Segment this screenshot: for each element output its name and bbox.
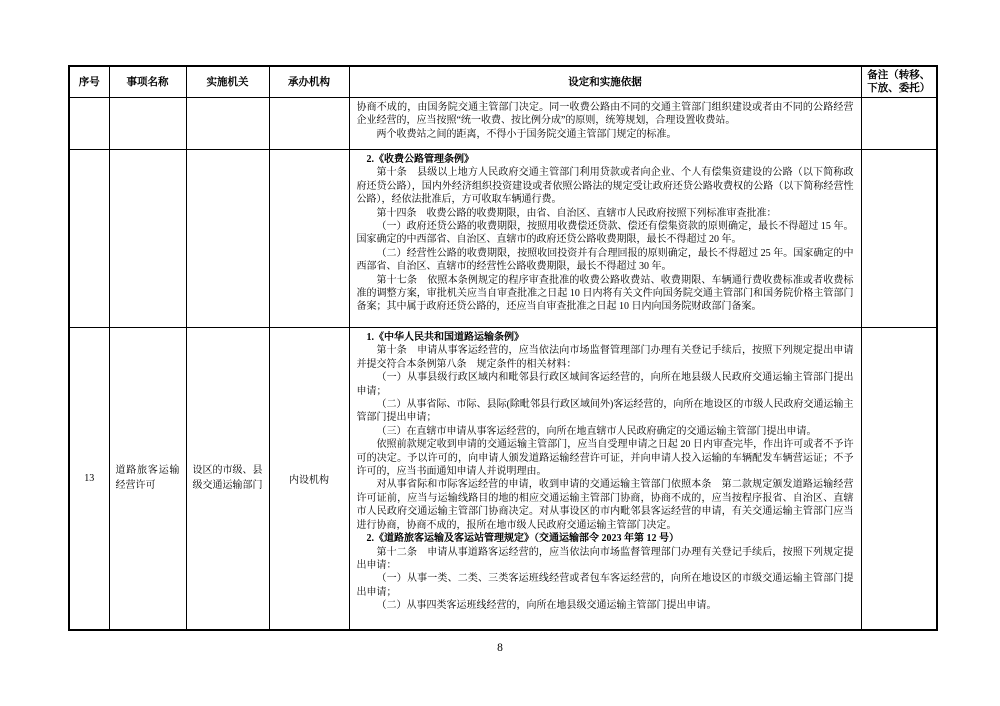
col-header-item-name: 事项名称 bbox=[109, 66, 186, 98]
basis-paragraph: 第十二条 申请从事道路客运经营的，应当依法向市场监督管理部门办理有关登记手续后，按照下列规定提出申请： bbox=[356, 546, 854, 571]
col-header-seq: 序号 bbox=[69, 66, 109, 98]
basis-paragraph: （三）在直辖市申请从事客运经营的，向所在地直辖市人民政府确定的交通运输主管部门提出申请。 bbox=[376, 425, 817, 437]
org-cell: 内设机构 bbox=[269, 328, 349, 630]
basis-paragraph: （一）政府还贷公路的收费期限，按照用收费偿还贷款、偿还有偿集资款的原则确定，最长不得超过 15 年。国家确定的中西部省、自治区、直辖市的政府还贷公路收费期限，最长不得超过 20 年。 bbox=[356, 221, 854, 246]
remarks-cell bbox=[861, 328, 937, 630]
seq-cell: 13 bbox=[69, 328, 109, 630]
basis-paragraph: 第十条 县级以上地方人民政府交通主管部门利用贷款或者向企业、个人有偿集资建设的公路（以下简称政府还贷公路），国内外经济组织投资建设或者依照公路法的规定受让政府还贷公路收费权的公路（以下简称经营性公路），经依法批准后，方可收取车辆通行费。 bbox=[356, 167, 854, 206]
basis-cell bbox=[349, 98, 861, 150]
basis-paragraph: （二）经营性公路的收费期限，按照收回投资并有合理回报的原则确定，最长不得超过 25 年。国家确定的中西部省、自治区、直辖市的经营性公路收费期限，最长不得超过 30 年。 bbox=[356, 247, 854, 273]
law-title: 2.《道路旅客运输及客运站管理规定》（交通运输部令 2023 年第 12 号） bbox=[366, 533, 679, 545]
col-header-remarks: 备注（转移、下放、委托） bbox=[861, 66, 937, 98]
approval-items-table bbox=[68, 65, 938, 631]
basis-paragraph: （一）从事一类、二类、三类客运班线经营或者包车客运经营的，向所在地设区的市级交通运输主管部门提出申请； bbox=[356, 573, 854, 598]
basis-paragraph: （二）从事四类客运班线经营的，向所在地县级交通运输主管部门提出申请。 bbox=[376, 600, 717, 612]
org-cell bbox=[269, 98, 349, 150]
table-row-toll-road-regulation bbox=[69, 150, 937, 328]
basis-paragraph: 协商不成的，由国务院交通主管部门决定。同一收费公路由不同的交通主管部门组织建设或者由不同的公路经营企业经营的，应当按照“统一收费、按比例分成”的原则，统筹规划，合理设置收费站。 bbox=[356, 102, 854, 127]
agency-cell bbox=[186, 98, 269, 150]
law-title: 2.《收费公路管理条例》 bbox=[366, 154, 474, 165]
basis-paragraph: （二）从事省际、市际、县际(除毗邻县行政区域间外)客运经营的，向所在地设区的市级人民政府交通运输主管部门提出申请； bbox=[356, 399, 854, 424]
col-header-basis: 设定和实施依据 bbox=[349, 66, 861, 98]
col-header-undertaking-org: 承办机构 bbox=[269, 66, 349, 98]
basis-paragraph: 对从事省际和市际客运经营的申请，收到申请的交通运输主管部门依照本条 第二款规定颁发道路运输经营许可证前，应当与运输线路目的地的相应交通运输主管部门协商，协商不成的，应当按程序报省、自治区、直辖市人民政府交通运输主管部门协商决定。对从事设区的市内毗邻县客运经营的申请，有关交通运输主管部门应当进行协商，协商不成的，报所在地市级人民政府交通运输主管部门决定。 bbox=[356, 479, 854, 531]
seq-cell bbox=[69, 98, 109, 150]
item-name-cell bbox=[109, 98, 186, 150]
table-row-item-13 bbox=[69, 328, 937, 630]
remarks-cell bbox=[861, 98, 937, 150]
basis-cell bbox=[349, 150, 861, 328]
org-cell bbox=[269, 150, 349, 328]
table-header-row bbox=[69, 66, 937, 98]
basis-paragraph: 两个收费站之间的距离，不得小于国务院交通主管部门规定的标准。 bbox=[376, 128, 677, 140]
item-name-cell: 道路旅客运输经营许可 bbox=[109, 328, 186, 630]
table-row-continuation bbox=[69, 98, 937, 150]
law-title: 1.《中华人民共和国道路运输条例》 bbox=[366, 332, 524, 343]
remarks-cell bbox=[861, 150, 937, 328]
agency-cell bbox=[186, 150, 269, 328]
basis-paragraph: （一）从事县级行政区域内和毗邻县行政区域间客运经营的，向所在地县级人民政府交通运输主管部门提出申请； bbox=[356, 372, 854, 397]
basis-paragraph: 第十七条 依照本条例规定的程序审查批准的收费公路收费站、收费期限、车辆通行费收费标准或者收费标准的调整方案，审批机关应当自审查批准之日起 10 日内将有关文件向国务院交通主管部门和国务院价格主管部门备案；其中属于政府还贷公路的，还应当自审查批准之日起 10 日内向国务院财政部门备案。 bbox=[356, 274, 854, 313]
col-header-implementing-agency: 实施机关 bbox=[186, 66, 269, 98]
basis-paragraph: 第十四条 收费公路的收费期限，由省、自治区、直辖市人民政府按照下列标准审查批准： bbox=[376, 207, 777, 219]
item-name-cell bbox=[109, 150, 186, 328]
basis-paragraph: 依照前款规定收到申请的交通运输主管部门，应当自受理申请之日起 20 日内审查完毕，作出许可或者不予许可的决定。予以许可的，向申请人颁发道路运输经营许可证，并向申请人投入运输的车辆配发车辆营运证；不予许可的，应当书面通知申请人并说明理由。 bbox=[356, 439, 854, 478]
basis-cell bbox=[349, 328, 861, 630]
seq-cell bbox=[69, 150, 109, 328]
basis-paragraph: 第十条 申请从事客运经营的，应当依法向市场监督管理部门办理有关登记手续后，按照下列规定提出申请并提交符合本条例第八条 规定条件的相关材料： bbox=[356, 345, 854, 370]
agency-cell: 设区的市级、县级交通运输部门 bbox=[186, 328, 269, 630]
page-number: 8 bbox=[497, 642, 503, 654]
